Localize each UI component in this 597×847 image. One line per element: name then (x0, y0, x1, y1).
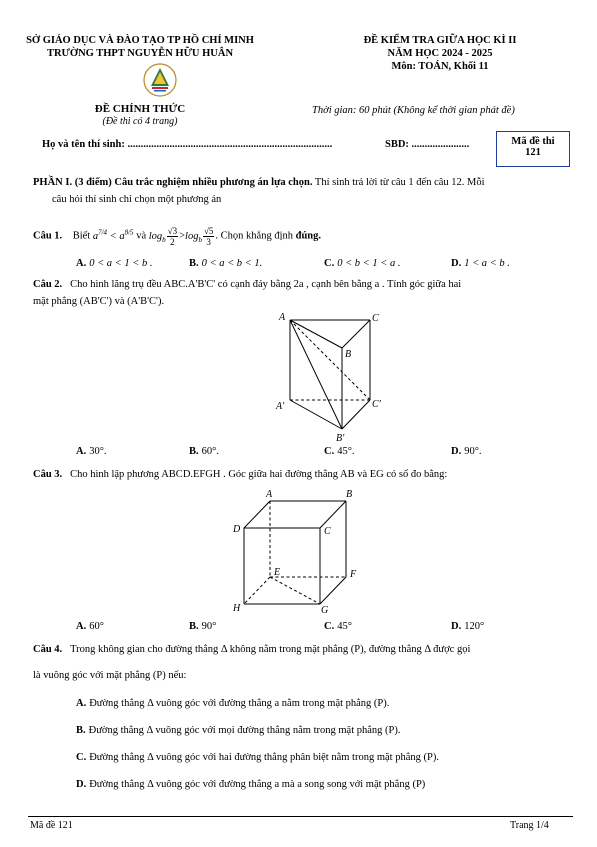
part1-intro-line2: câu hỏi thí sinh chỉ chọn một phương án (52, 194, 222, 205)
cube-label-c: C (324, 526, 331, 537)
school-name: TRƯỜNG THPT NGUYỄN HỮU HUÂN (46, 48, 234, 59)
footer-page-number: Trang 1/4 (510, 820, 549, 831)
q1-text-b: và (136, 230, 147, 242)
school-logo-icon (142, 62, 178, 98)
cube-label-d: D (233, 524, 241, 535)
q4-option-d[interactable]: D. Đường thẳng Δ vuông góc với đường thẳng a mà a song song với mặt phẳng (P) (76, 779, 426, 790)
q1-frac-2: $\frac{√5}{3}$ (203, 225, 214, 247)
q2-option-d[interactable]: D. 90°. (451, 446, 482, 457)
prism-label-a: A (279, 312, 286, 323)
q2-option-c[interactable]: C. 45°. (324, 446, 355, 457)
footer-divider (28, 816, 573, 817)
exam-code-label: Mã đề thi (511, 136, 555, 147)
subject-line: Môn: TOÁN, Khối 11 (391, 61, 489, 72)
q3-option-b[interactable]: B. 90° (189, 621, 217, 632)
q3-option-a[interactable]: A. 60° (76, 621, 104, 632)
prism-label-b: B (345, 349, 352, 360)
q4-option-a[interactable]: A. Đường thẳng Δ vuông góc với đường thẳng a nằm trong mặt phẳng (P). (76, 698, 390, 709)
q4-line2: là vuông góc với mặt phẳng (P) nếu: (33, 670, 187, 681)
department-name: SỞ GIÁO DỤC VÀ ĐÀO TẠO TP HỒ CHÍ MINH (26, 35, 254, 46)
q1-option-d[interactable]: D. 1 < a < b . (451, 258, 510, 269)
q1-frac-1: $\frac{√3}{2}$ (167, 225, 178, 247)
exam-code-value: 121 (525, 147, 541, 158)
pages-note: (Đề thi có 4 trang) (102, 116, 178, 127)
q1-option-a[interactable]: A. 0 < a < 1 < b . (76, 258, 153, 269)
cube-label-b: B (346, 489, 353, 500)
candidate-number-field[interactable]: SBD: ...................... (385, 139, 470, 150)
official-label: ĐỀ CHÍNH THỨC (94, 103, 186, 115)
q4-line1: Trong không gian cho đường thẳng Δ không nằm trong mặt phẳng (P), đường thẳng Δ được gọi (70, 644, 471, 655)
q2-line1: Cho hình lăng trụ đều ABC.A'B'C' có cạnh đáy bằng 2a , cạnh bên bằng a . Tính góc giữa hai (70, 279, 462, 290)
prism-label-b1: B′ (336, 433, 345, 443)
q3-text: Cho hình lập phương ABCD.EFGH . Góc giữa hai đường thẳng AB và EG có số đo bằng: (70, 469, 448, 480)
part1-heading (33, 176, 485, 190)
cube-figure (228, 486, 368, 616)
question-3-label: Câu 3. (33, 469, 63, 480)
part1-intro: Thí sinh trả lời từ câu 1 đến câu 12. Mỗi (312, 177, 485, 188)
q4-option-b[interactable]: B. Đường thẳng Δ vuông góc với mọi đường thẳng nằm trong mặt phẳng (P). (76, 725, 401, 736)
q2-option-a[interactable]: A. 30°. (76, 446, 107, 457)
q1-emphasis: đúng. (295, 230, 322, 242)
q1-text-c: . Chọn khẳng định (215, 230, 293, 242)
prism-label-c: C (372, 313, 379, 324)
cube-label-g: G (321, 605, 329, 616)
question-4 (33, 643, 470, 657)
footer-exam-code: Mã đề 121 (30, 820, 73, 831)
exam-code-box (496, 131, 570, 167)
prism-label-a1: A′ (276, 401, 285, 412)
cube-label-e: E (274, 567, 281, 578)
candidate-name-field[interactable]: Họ và tên thí sinh: .............................................................................. (42, 139, 333, 150)
question-4-label: Câu 4. (33, 644, 63, 655)
question-3 (33, 468, 447, 482)
question-1: Câu 1. Biết $a^{7/4} < a^{8/5}$ và $\log_b$ $\frac{√3}{2}$ $>\log_b$ $\frac{√5}{3}$ . Chọn khẳng định đúng. (33, 225, 322, 247)
time-note: Thời gian: 60 phút (Không kể thời gian phát đề) (312, 105, 515, 116)
cube-label-f: F (350, 569, 357, 580)
q1-option-b[interactable]: B. 0 < a < b < 1. (189, 258, 263, 269)
q1-option-c[interactable]: C. 0 < b < 1 < a . (324, 258, 401, 269)
prism-label-c1: C′ (372, 399, 381, 410)
q2-option-b[interactable]: B. 60°. (189, 446, 219, 457)
q1-power-inequality: $a^{7/4} < a^{8/5}$ (92, 228, 134, 242)
q3-option-c[interactable]: C. 45° (324, 621, 352, 632)
prism-figure (270, 308, 390, 443)
school-year: NĂM HỌC 2024 - 2025 (387, 48, 493, 59)
q1-text-a: Biết (72, 230, 91, 242)
question-1-label: Câu 1. (33, 230, 63, 242)
q2-line2: mặt phẳng (AB'C') và (A'B'C'). (33, 296, 165, 307)
question-2-label: Câu 2. (33, 279, 63, 290)
exam-title: ĐỀ KIỂM TRA GIỮA HỌC KÌ II (363, 35, 517, 46)
q3-option-d[interactable]: D. 120° (451, 621, 485, 632)
part1-title: PHẦN I. (3 điểm) Câu trắc nghiệm nhiều phương án lựa chọn. (33, 177, 313, 188)
cube-label-h: H (233, 603, 241, 614)
q1-log-inequality: $\log_b$ (148, 230, 166, 244)
q4-option-c[interactable]: C. Đường thẳng Δ vuông góc với hai đường thẳng phân biệt nằm trong mặt phẳng (P). (76, 752, 439, 763)
cube-label-a: A (266, 489, 273, 500)
question-2 (33, 278, 461, 292)
